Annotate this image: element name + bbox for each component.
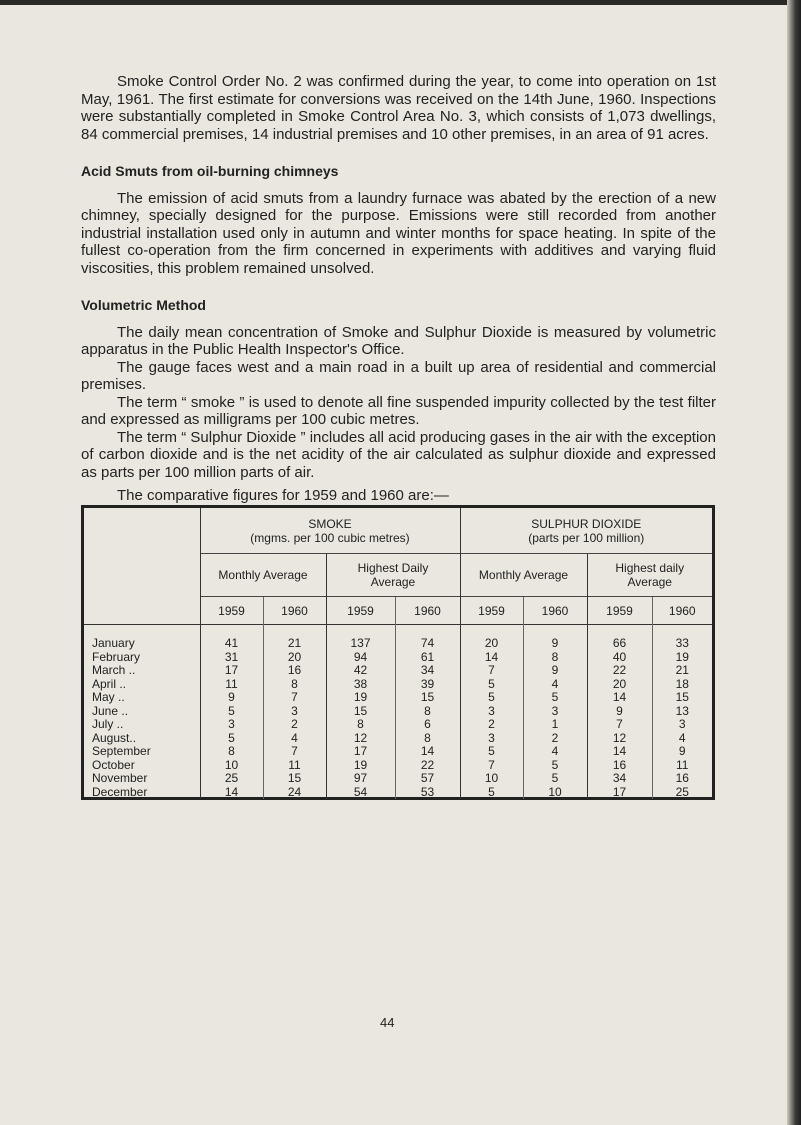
report-text xyxy=(81,73,716,505)
table-cell: 3 xyxy=(652,718,712,732)
table-cell: 19 xyxy=(652,651,712,665)
table-cell: 12 xyxy=(326,732,395,746)
month-name: October xyxy=(92,757,135,772)
table-cell: 20 xyxy=(587,678,652,692)
page-right-edge xyxy=(787,0,801,1125)
table-cell: 94 xyxy=(326,651,395,665)
year-header-cell: 1959 xyxy=(200,597,263,625)
table-cell: 22 xyxy=(587,664,652,678)
table-cell: 3 xyxy=(200,718,263,732)
table-cell: 5 xyxy=(523,772,587,786)
month-label xyxy=(84,745,200,759)
table-cell: 14 xyxy=(395,745,460,759)
table-cell: 5 xyxy=(460,745,523,759)
table-cell: 8 xyxy=(200,745,263,759)
table-cell: 3 xyxy=(460,732,523,746)
table-cell: 10 xyxy=(523,786,587,800)
table-row xyxy=(84,745,712,759)
table-row xyxy=(84,732,712,746)
sulphur-group-header: SULPHUR DIOXIDE (parts per 100 million) xyxy=(460,508,712,554)
smoke-group-header: SMOKE (mgms. per 100 cubic metres) xyxy=(200,508,460,554)
table-cell: 57 xyxy=(395,772,460,786)
year-header-cell: 1960 xyxy=(395,597,460,625)
table-cell: 14 xyxy=(587,745,652,759)
paragraph-volumetric-4: The term “ Sulphur Dioxide ” includes all acid producing gases in the air with the exception of carbon dioxide and is the net acidity of the air calculated as sulphur dioxide and expressed as parts per 100 million parts of air. xyxy=(81,428,716,481)
paragraph-smoke-control: Smoke Control Order No. 2 was confirmed during the year, to come into operation on 1st May, 1961. The first estimate for conversions was received on the 14th June, 1960. Inspections were substantially completed in Smoke Control Area No. 3, which consists of 1,073 dwellings, 84 commercial premises, 14 industrial premises and 10 other premises, in an area of 91 acres. xyxy=(81,73,716,143)
month-name: September xyxy=(92,744,151,758)
table-cell: 16 xyxy=(263,664,326,678)
year-header-cell: 1960 xyxy=(652,597,712,625)
table-corner xyxy=(84,508,200,625)
table-cell: 21 xyxy=(652,664,712,678)
table-cell: 7 xyxy=(460,664,523,678)
table-cell: 15 xyxy=(326,705,395,719)
table-cell: 14 xyxy=(200,786,263,800)
table-cell: 53 xyxy=(395,786,460,800)
table-row xyxy=(84,772,712,786)
table-row xyxy=(84,786,712,800)
table-cell: 5 xyxy=(200,732,263,746)
comparative-table xyxy=(81,505,715,800)
paragraph-volumetric-1: The daily mean concentration of Smoke and Sulphur Dioxide is measured by volumetric apparatus in the Public Health Inspector's Office. xyxy=(81,323,716,358)
table-cell: 5 xyxy=(200,705,263,719)
year-header-cell: 1959 xyxy=(460,597,523,625)
month-label xyxy=(84,772,200,786)
table-cell: 25 xyxy=(652,786,712,800)
table-cell: 25 xyxy=(200,772,263,786)
month-label xyxy=(84,664,200,678)
table-cell: 24 xyxy=(263,786,326,800)
month-label xyxy=(84,705,200,719)
paragraph-comparative: The comparative figures for 1959 and 1960 are:— xyxy=(117,487,449,504)
table-cell: 11 xyxy=(652,759,712,773)
month-name: August.. xyxy=(92,730,137,745)
table-cell: 17 xyxy=(200,664,263,678)
table-cell: 8 xyxy=(326,718,395,732)
month-label xyxy=(84,786,200,800)
table-cell: 6 xyxy=(395,718,460,732)
table-cell: 21 xyxy=(263,625,326,651)
table-cell: 19 xyxy=(326,759,395,773)
table-cell: 8 xyxy=(523,651,587,665)
table-cell: 38 xyxy=(326,678,395,692)
table-cell: 40 xyxy=(587,651,652,665)
month-name: July .. xyxy=(92,717,124,731)
table-cell: 22 xyxy=(395,759,460,773)
table-cell: 97 xyxy=(326,772,395,786)
table-cell: 15 xyxy=(395,691,460,705)
paragraph-acid-smuts: The emission of acid smuts from a laundry furnace was abated by the erection of a new chimney, specially designed for the purpose. Emissions were still recorded from another industrial installation used only in autumn and winter months for space heating. In spite of the fullest co-operation from the firm concerned in experiments with additives and varying fluid viscosities, this problem remained unsolved. xyxy=(81,189,716,277)
table-cell: 7 xyxy=(263,691,326,705)
table-cell: 5 xyxy=(460,691,523,705)
month-name: November xyxy=(92,771,148,785)
table-cell: 4 xyxy=(263,732,326,746)
table-cell: 34 xyxy=(587,772,652,786)
month-label xyxy=(84,718,200,732)
table-cell: 20 xyxy=(460,625,523,651)
month-name: June .. xyxy=(92,703,129,718)
table-cell: 17 xyxy=(587,786,652,800)
table-cell: 3 xyxy=(523,705,587,719)
table-row xyxy=(84,759,712,773)
table-cell: 12 xyxy=(587,732,652,746)
page-top-edge xyxy=(0,0,801,5)
table-cell: 17 xyxy=(326,745,395,759)
table-cell: 14 xyxy=(460,651,523,665)
table-cell: 8 xyxy=(395,705,460,719)
table-cell: 61 xyxy=(395,651,460,665)
month-label xyxy=(84,759,200,773)
month-name: April .. xyxy=(92,676,127,691)
table-cell: 5 xyxy=(460,678,523,692)
table-cell: 11 xyxy=(263,759,326,773)
table-row xyxy=(84,664,712,678)
table-cell: 1 xyxy=(523,718,587,732)
sulphur-highest-daily-header: Highest daily Average xyxy=(587,554,712,597)
paragraph-volumetric-2: The gauge faces west and a main road in a built up area of residential and commercial premises. xyxy=(81,358,716,393)
table-cell: 15 xyxy=(652,691,712,705)
table-cell: 2 xyxy=(460,718,523,732)
table-cell: 9 xyxy=(523,664,587,678)
table-cell: 42 xyxy=(326,664,395,678)
table-cell: 74 xyxy=(395,625,460,651)
table-cell: 4 xyxy=(523,745,587,759)
table-cell: 19 xyxy=(326,691,395,705)
table-cell: 2 xyxy=(523,732,587,746)
table-cell: 16 xyxy=(587,759,652,773)
table-cell: 4 xyxy=(652,732,712,746)
table-cell: 4 xyxy=(523,678,587,692)
page-number: 44 xyxy=(380,1015,395,1030)
paragraph-volumetric-3: The term “ smoke ” is used to denote all fine suspended impurity collected by the test filter and expressed as milligrams per 100 cubic metres. xyxy=(81,393,716,428)
table-cell: 137 xyxy=(326,625,395,651)
table-cell: 10 xyxy=(200,759,263,773)
table-row xyxy=(84,691,712,705)
table-cell: 8 xyxy=(263,678,326,692)
year-header-cell: 1960 xyxy=(523,597,587,625)
table-cell: 20 xyxy=(263,651,326,665)
table-row xyxy=(84,651,712,665)
table-cell: 3 xyxy=(263,705,326,719)
smoke-monthly-average-header: Monthly Average xyxy=(200,554,326,597)
month-label xyxy=(84,651,200,665)
table-cell: 66 xyxy=(587,625,652,651)
table-cell: 7 xyxy=(460,759,523,773)
table-row xyxy=(84,718,712,732)
year-header-cell: 1960 xyxy=(263,597,326,625)
table-cell: 8 xyxy=(395,732,460,746)
month-name: January xyxy=(92,636,135,650)
year-header-cell: 1959 xyxy=(587,597,652,625)
table-cell: 2 xyxy=(263,718,326,732)
table-cell: 18 xyxy=(652,678,712,692)
table-cell: 5 xyxy=(523,759,587,773)
table-cell: 31 xyxy=(200,651,263,665)
table-cell: 7 xyxy=(587,718,652,732)
heading-acid-smuts: Acid Smuts from oil-burning chimneys xyxy=(81,163,339,179)
month-name: May .. xyxy=(92,690,125,704)
table-cell: 10 xyxy=(460,772,523,786)
table-cell: 7 xyxy=(263,745,326,759)
table-row xyxy=(84,705,712,719)
table-cell: 13 xyxy=(652,705,712,719)
table-cell: 5 xyxy=(460,786,523,800)
table-cell: 41 xyxy=(200,625,263,651)
table-cell: 16 xyxy=(652,772,712,786)
table-cell: 9 xyxy=(200,691,263,705)
table-cell: 34 xyxy=(395,664,460,678)
table-body xyxy=(84,625,712,800)
month-name: December xyxy=(92,784,148,799)
month-name: March .. xyxy=(92,663,136,677)
heading-volumetric: Volumetric Method xyxy=(81,297,206,313)
table-cell: 11 xyxy=(200,678,263,692)
table-cell: 9 xyxy=(652,745,712,759)
table-cell: 3 xyxy=(460,705,523,719)
smoke-highest-daily-header: Highest Daily Average xyxy=(326,554,460,597)
table-cell: 15 xyxy=(263,772,326,786)
table-row xyxy=(84,678,712,692)
month-label xyxy=(84,678,200,692)
table-cell: 14 xyxy=(587,691,652,705)
month-name: February xyxy=(92,649,141,664)
table-cell: 54 xyxy=(326,786,395,800)
table-cell: 9 xyxy=(523,625,587,651)
month-label xyxy=(84,691,200,705)
table-cell: 33 xyxy=(652,625,712,651)
table-cell: 9 xyxy=(587,705,652,719)
month-label xyxy=(84,732,200,746)
sulphur-monthly-average-header: Monthly Average xyxy=(460,554,587,597)
table-cell: 39 xyxy=(395,678,460,692)
year-header-cell: 1959 xyxy=(326,597,395,625)
month-label xyxy=(84,625,200,651)
table-cell: 5 xyxy=(523,691,587,705)
table-row xyxy=(84,625,712,651)
